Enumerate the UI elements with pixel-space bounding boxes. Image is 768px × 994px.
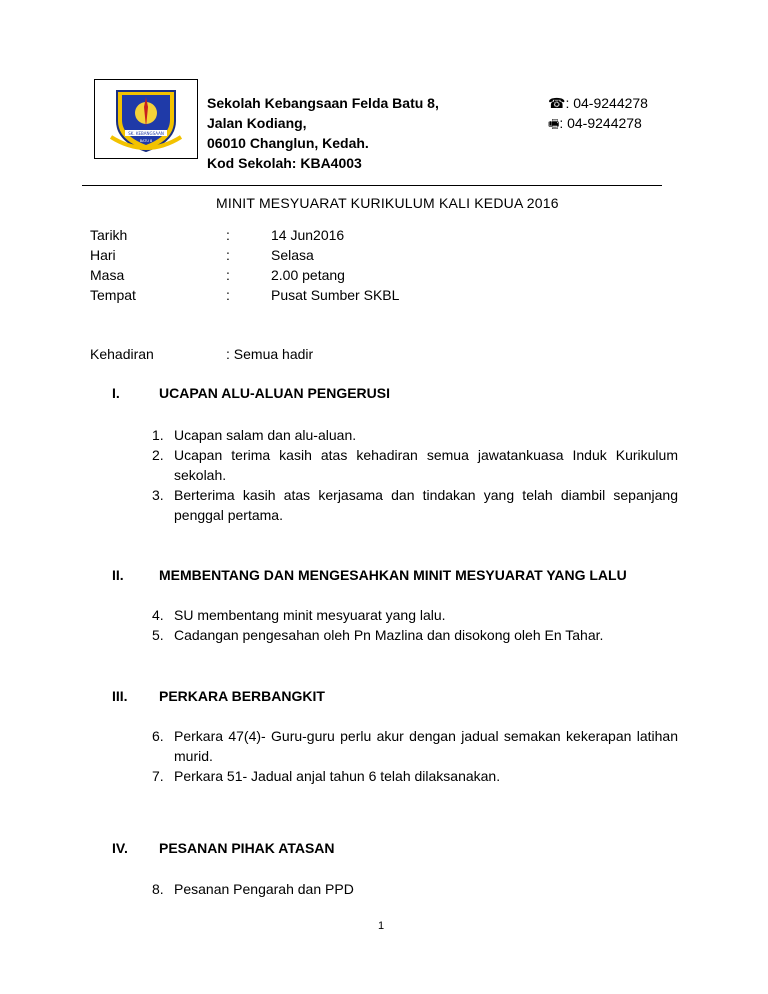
section-number: III. [112,688,128,704]
attendance-value: : Semua hadir [226,346,314,362]
item-text: Berterima kasih atas kerjasama dan tindakan yang telah diambil sepanjang penggal pertama. [174,487,678,523]
school-logo-frame [94,79,198,159]
detail-sep: : [226,287,230,303]
section-title: PERKARA BERBANGKIT [159,688,325,704]
section-title: UCAPAN ALU-ALUAN PENGERUSI [159,385,390,401]
item-number: 8. [152,881,164,897]
item-number: 2. [152,447,164,463]
item-number: 7. [152,768,164,784]
detail-sep: : [226,267,230,283]
item-number: 6. [152,728,164,744]
page-number: 1 [378,920,385,932]
school-name: Sekolah Kebangsaan Felda Batu 8, [207,95,439,111]
address-line2: 06010 Changlun, Kedah. [207,135,369,151]
telephone-icon: ☎ [548,95,566,111]
item-text: Perkara 51- Jadual anjal tahun 6 telah dilaksanakan. [174,768,501,784]
attendance-label: Kehadiran [90,346,154,362]
section-title: PESANAN PIHAK ATASAN [159,840,335,856]
detail-label: Tarikh [90,227,128,243]
item-number: 1. [152,427,164,443]
item-number: 4. [152,607,164,623]
detail-label: Tempat [90,287,136,303]
item-text: Cadangan pengesahan oleh Pn Mazlina dan disokong oleh En Tahar. [174,627,604,643]
item-text: Perkara 47(4)- Guru-guru perlu akur dengan jadual semakan kekerapan latihan murid. [174,728,678,764]
fax-line [548,113,642,134]
detail-value: 2.00 petang [271,267,345,283]
item-number: 3. [152,487,164,503]
header-divider [82,185,662,186]
item-number: 5. [152,627,164,643]
logo-text-bottom: BATU 8 [139,139,153,143]
detail-sep: : [226,227,230,243]
detail-value: Selasa [271,247,314,263]
phone-line [548,93,648,113]
detail-label: Hari [90,247,116,263]
fax-icon: 🖷 [548,117,560,131]
section-number: IV. [112,840,128,856]
address-line1: Jalan Kodiang, [207,115,307,131]
detail-value: 14 Jun2016 [271,227,345,243]
school-code: Kod Sekolah: KBA4003 [207,155,362,171]
phone-number: : 04-9244278 [565,95,648,111]
school-crest-icon [103,83,189,155]
detail-label: Masa [90,267,125,283]
section-title: MEMBENTANG DAN MENGESAHKAN MINIT MESYUARAT YANG LALU [159,567,627,583]
item-text: Ucapan salam dan alu-aluan. [174,427,357,443]
item-text: Ucapan terima kasih atas kehadiran semua jawatankuasa Induk Kurikulum sekolah. [174,447,678,483]
logo-text-top: SK. KEBANGSAAN [128,131,164,136]
detail-sep: : [226,247,230,263]
fax-number: : 04-9244278 [559,115,642,131]
item-text: SU membentang minit mesyuarat yang lalu. [174,607,446,623]
document-title: MINIT MESYUARAT KURIKULUM KALI KEDUA 2016 [216,195,559,211]
section-number: II. [112,567,124,583]
item-text: Pesanan Pengarah dan PPD [174,881,354,897]
section-number: I. [112,385,120,401]
detail-value: Pusat Sumber SKBL [271,287,400,303]
